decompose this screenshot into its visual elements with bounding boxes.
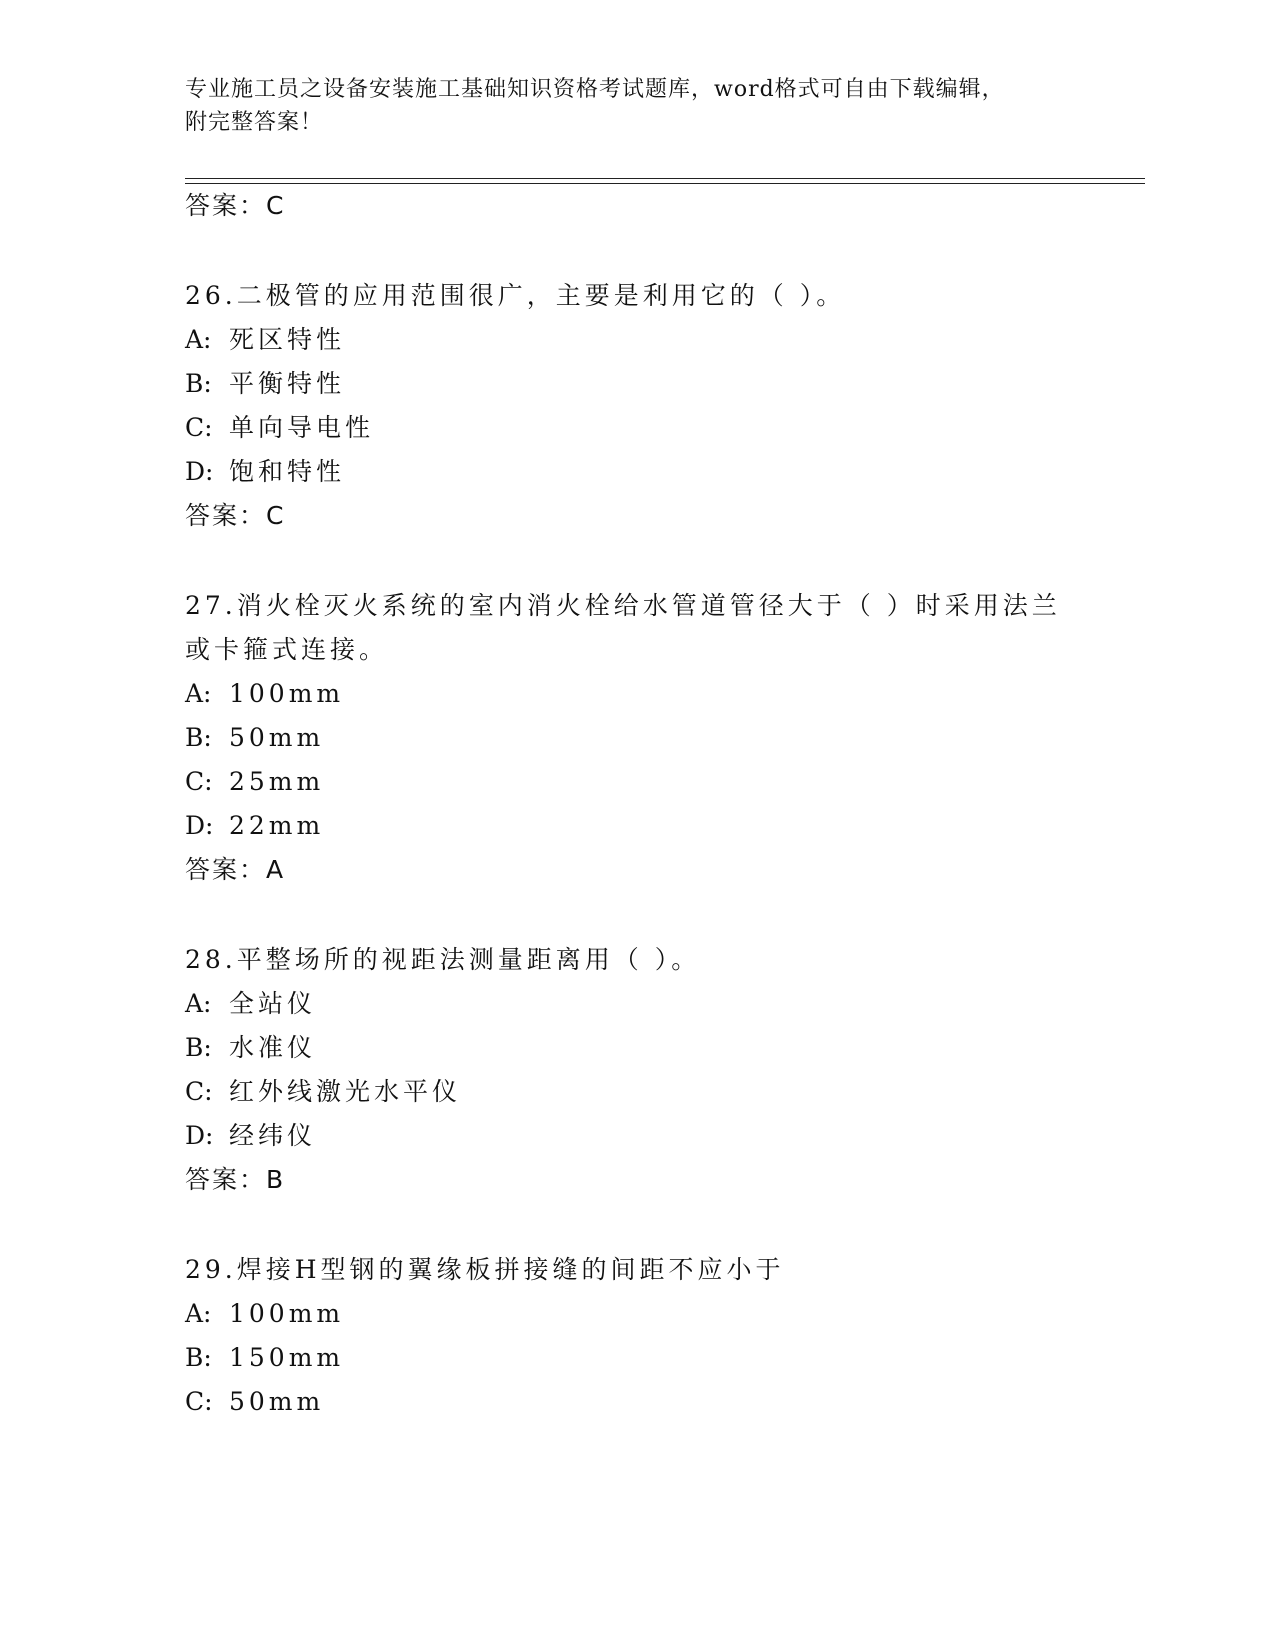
option-text: 25mm: [229, 767, 325, 796]
option-key: B:: [185, 723, 212, 752]
question-28-option-a: [185, 988, 316, 1020]
question-27-stem-line-1: 27.消火栓灭火系统的室内消火栓给水管道管径大于（ ）时采用法兰: [185, 591, 1061, 620]
question-27-stem-line-2: 或卡箍式连接。: [185, 635, 389, 664]
option-key: D:: [185, 811, 214, 840]
option-key: C:: [185, 767, 213, 796]
option-key: C:: [185, 413, 213, 442]
option-text: 平衡特性: [229, 369, 346, 398]
option-text: 22mm: [229, 811, 325, 840]
question-28-option-c: [185, 1076, 461, 1108]
option-text: 红外线激光水平仪: [229, 1077, 462, 1106]
question-28-option-b: [185, 1032, 316, 1064]
option-text: 100mm: [229, 1299, 345, 1328]
option-key: A:: [185, 325, 212, 354]
question-28-stem: 28.平整场所的视距法测量距离用（ ）。: [185, 945, 701, 974]
option-key: C:: [185, 1077, 213, 1106]
header-rule-bottom: [185, 183, 1145, 184]
question-27-option-c: [185, 766, 324, 798]
option-key: D:: [185, 1121, 214, 1150]
option-text: 单向导电性: [229, 413, 375, 442]
question-29-stem: 29.焊接H型钢的翼缘板拼接缝的间距不应小于: [185, 1255, 785, 1284]
option-text: 饱和特性: [229, 457, 346, 486]
question-29-option-b: [185, 1342, 344, 1374]
question-26-stem: 26.二极管的应用范围很广，主要是利用它的（ ）。: [185, 281, 846, 310]
option-text: 50mm: [229, 1387, 325, 1416]
option-text: 水准仪: [229, 1033, 317, 1062]
question-28-answer: 答案：B: [185, 1165, 286, 1194]
header-line-1: 专业施工员之设备安装施工基础知识资格考试题库，word格式可自由下载编辑，: [185, 77, 1005, 102]
question-27-option-a: [185, 678, 344, 710]
option-key: A:: [185, 1299, 212, 1328]
option-text: 死区特性: [229, 325, 346, 354]
option-text: 150mm: [229, 1343, 345, 1372]
option-key: A:: [185, 989, 212, 1018]
option-key: B:: [185, 369, 212, 398]
question-27-option-d: [185, 810, 324, 842]
question-27-option-b: [185, 722, 324, 754]
header-rule-top: [185, 178, 1145, 179]
option-key: B:: [185, 1033, 212, 1062]
option-key: A:: [185, 679, 212, 708]
question-29-option-c: [185, 1386, 324, 1418]
question-26-option-a: [185, 324, 345, 356]
answer-text: 答案：C: [185, 191, 286, 220]
header-line-2: 附完整答案！: [185, 110, 324, 135]
question-26-option-b: [185, 368, 345, 400]
question-26-option-c: [185, 412, 374, 444]
question-27-answer: 答案：A: [185, 855, 286, 884]
option-key: C:: [185, 1387, 213, 1416]
option-text: 100mm: [229, 679, 345, 708]
option-text: 经纬仪: [229, 1121, 317, 1150]
question-26-option-d: [185, 456, 345, 488]
question-28-option-d: [185, 1120, 316, 1152]
option-text: 50mm: [229, 723, 325, 752]
option-key: D:: [185, 457, 214, 486]
question-26-answer: 答案：C: [185, 501, 286, 530]
question-29-option-a: [185, 1298, 344, 1330]
option-key: B:: [185, 1343, 212, 1372]
page-header: [185, 73, 1065, 139]
option-text: 全站仪: [229, 989, 317, 1018]
